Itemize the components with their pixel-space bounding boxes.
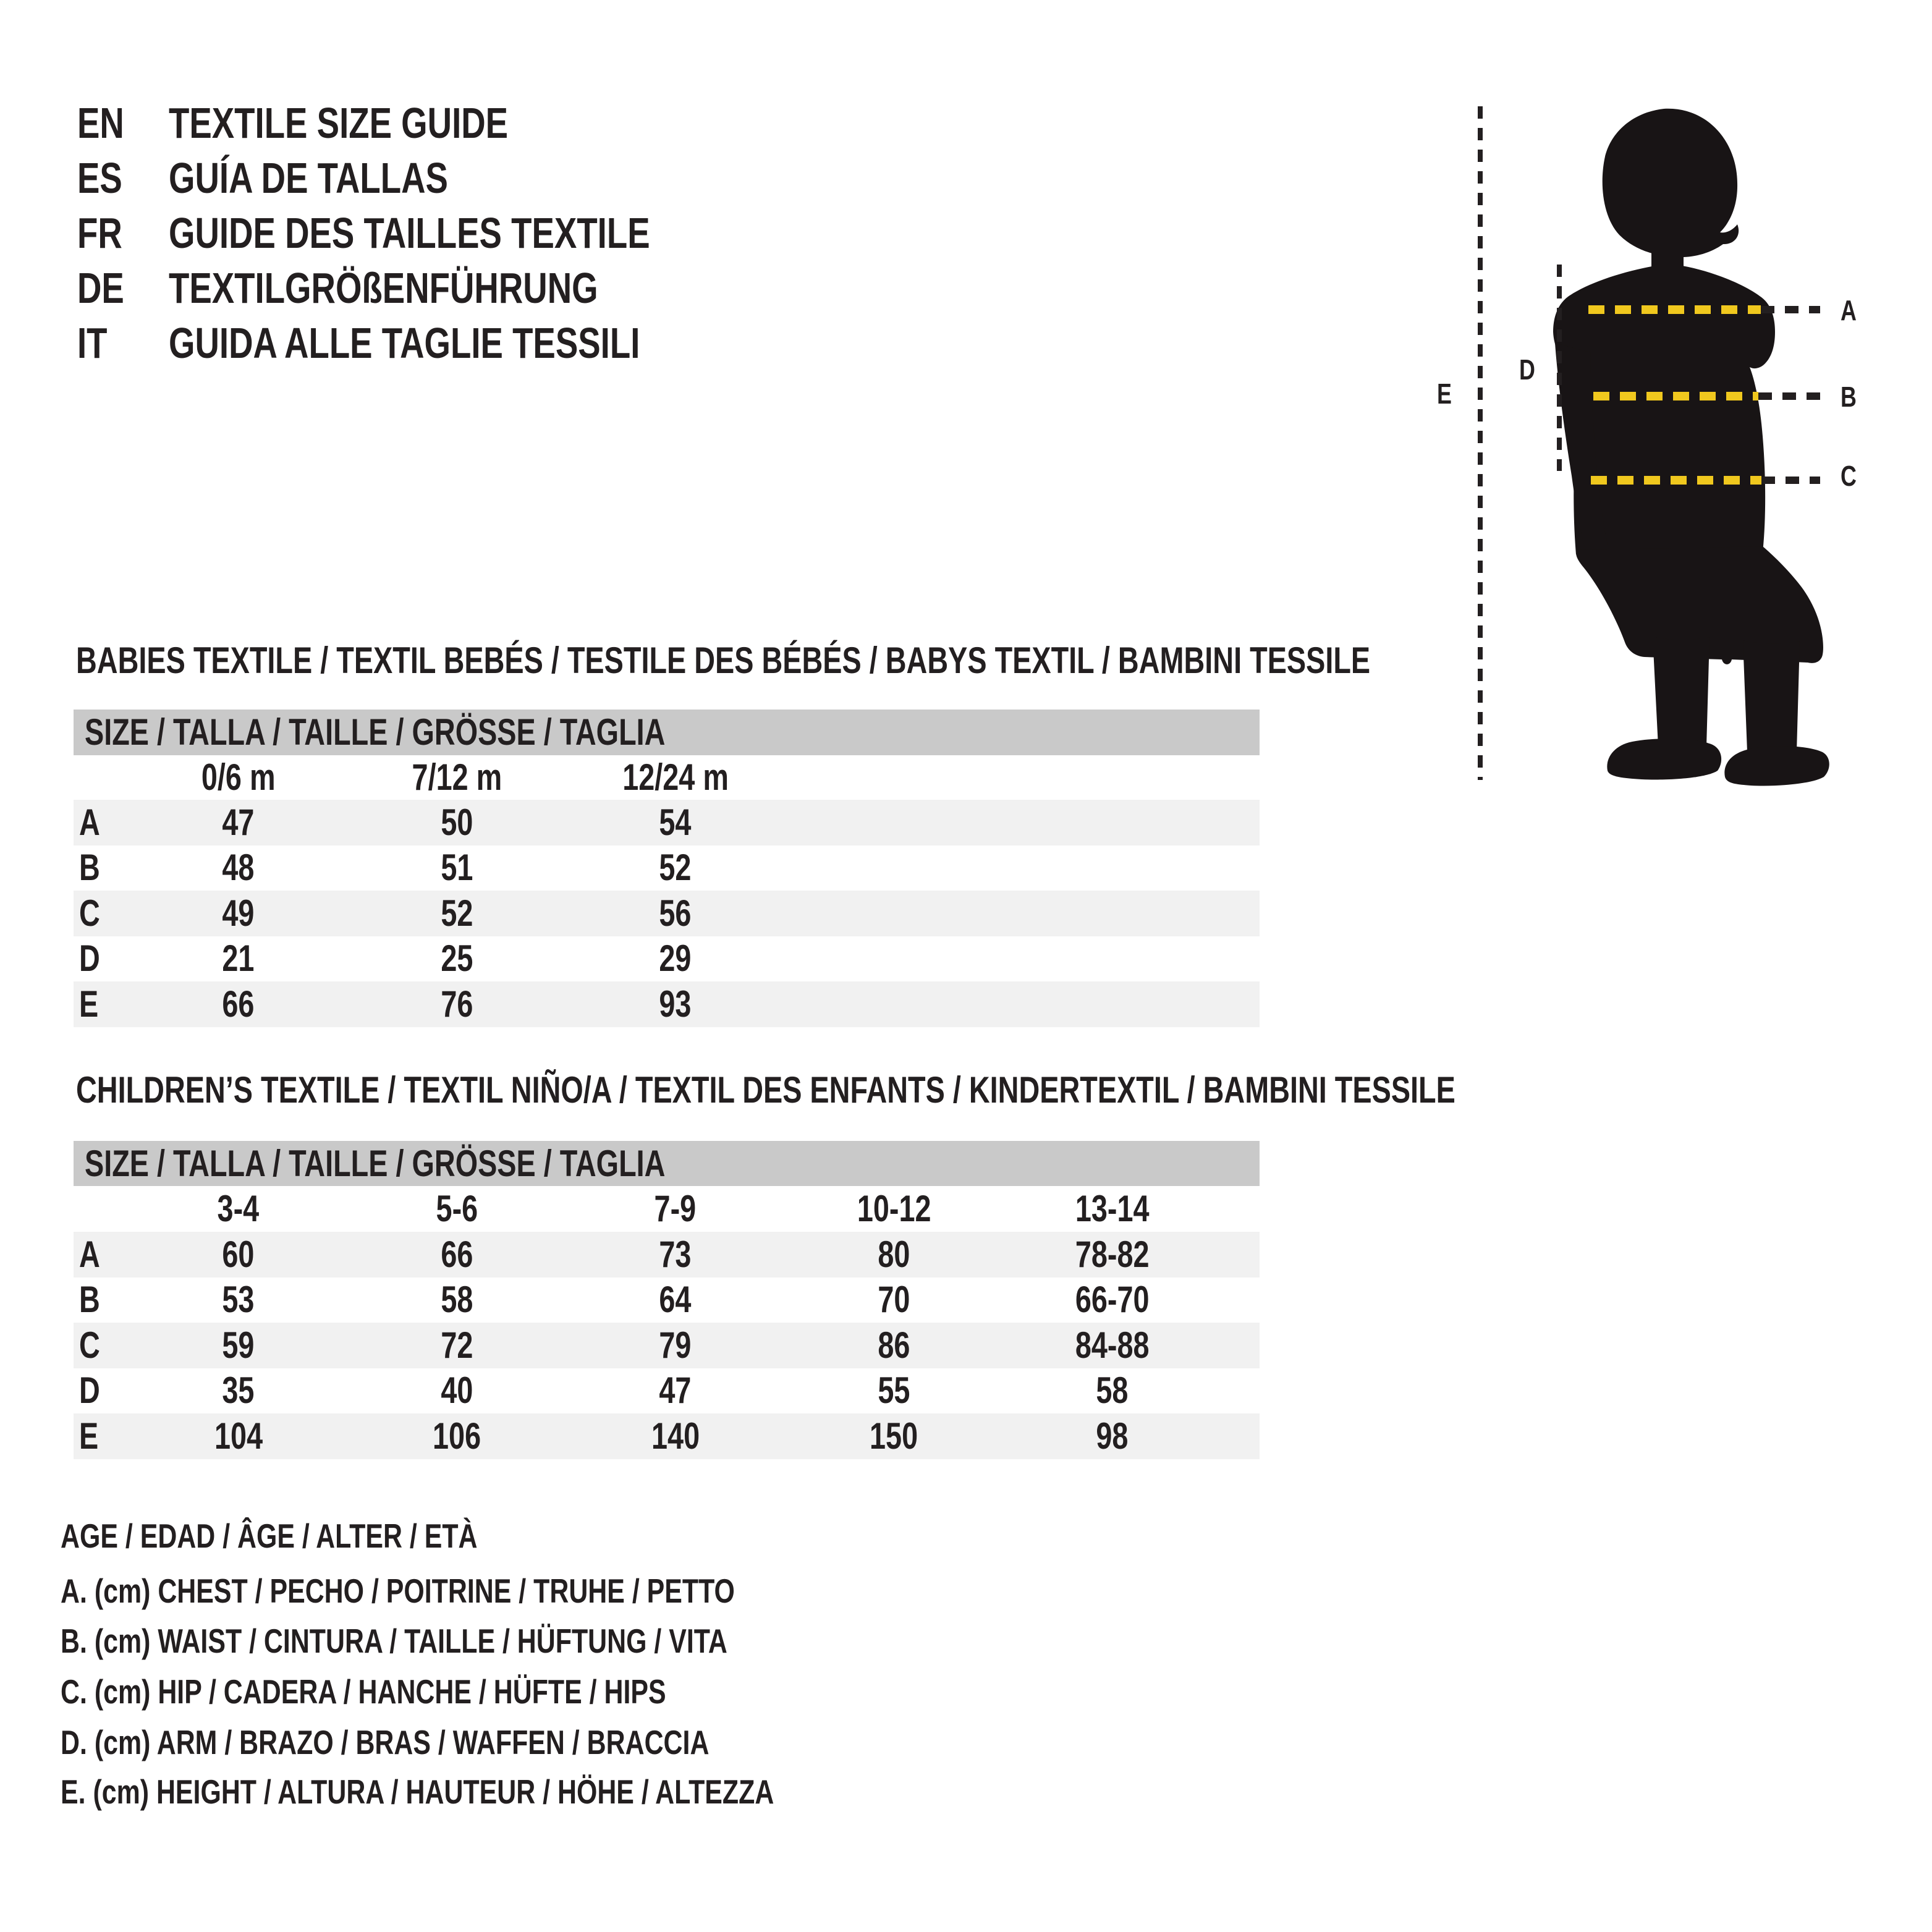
figure-label-e: E [1437,378,1452,410]
lang-code-de: DE [77,264,124,312]
page-title-fr: GUIDE DES TAILLES TEXTILE [169,209,650,257]
cell-value: 79 [659,1324,692,1366]
cell-value: 21 [222,938,255,980]
cell-value: 78-82 [1075,1233,1150,1275]
row-label: D [79,938,100,980]
row-label: B [79,847,100,889]
legend-waist-line: B. (cm) WAIST / CINTURA / TAILLE / HÜFTUNG / VITA [61,1622,727,1660]
babies-col-0: 0/6 m [201,756,276,798]
row-label: A [79,801,100,843]
cell-value: 47 [659,1370,692,1412]
cell-value: 50 [441,801,473,843]
figure-label-d: D [1519,354,1535,386]
cell-value: 51 [441,847,473,889]
cell-value: 73 [659,1233,692,1275]
cell-value: 66-70 [1075,1279,1150,1321]
cell-value: 47 [222,801,255,843]
babies-table-header-label: SIZE / TALLA / TAILLE / GRÖSSE / TAGLIA [85,711,666,753]
cell-value: 52 [659,847,692,889]
cell-value: 49 [222,892,255,934]
silhouette-shoe-left [1607,739,1721,779]
cell-value: 80 [878,1233,910,1275]
cell-value: 98 [1096,1415,1129,1457]
babies-col-1: 7/12 m [412,756,502,798]
cell-value: 66 [441,1233,473,1275]
cell-value: 40 [441,1370,473,1412]
cell-value: 104 [214,1415,263,1457]
page-title-en: TEXTILE SIZE GUIDE [169,99,509,147]
silhouette-head [1603,109,1739,257]
cell-value: 54 [659,801,692,843]
cell-value: 53 [222,1279,255,1321]
table-row [74,981,1260,1027]
cell-value: 52 [441,892,473,934]
cell-value: 70 [878,1279,910,1321]
legend-height-line: E. (cm) HEIGHT / ALTURA / HAUTEUR / HÖHE / ALTEZZA [61,1773,774,1811]
cell-value: 84-88 [1075,1324,1150,1366]
children-col-1: 5-6 [436,1188,478,1229]
figure-label-b: B [1841,381,1857,413]
table-row [74,891,1260,936]
children-section-title: CHILDREN’S TEXTILE / TEXTIL NIÑO/A / TEXTIL DES ENFANTS / KINDERTEXTIL / BAMBINI TESSILE [76,1069,1455,1111]
children-column-header-row [74,1186,1260,1232]
lang-code-it: IT [77,319,108,367]
cell-value: 59 [222,1324,255,1366]
silhouette-leg-right [1743,640,1800,752]
children-size-table [74,1141,1260,1459]
cell-value: 60 [222,1233,255,1275]
cell-value: 29 [659,938,692,980]
table-row [74,800,1260,845]
children-table-header-bar [74,1141,1260,1186]
silhouette-leg-left [1653,637,1710,747]
legend-hip-line: C. (cm) HIP / CADERA / HANCHE / HÜFTE / HIPS [61,1672,666,1711]
table-row [74,1413,1260,1459]
row-label: E [79,983,99,1025]
cell-value: 76 [441,983,473,1025]
table-row [74,1368,1260,1414]
cell-value: 150 [870,1415,918,1457]
figure-label-a: A [1841,294,1857,326]
cell-value: 58 [1096,1370,1129,1412]
cell-value: 106 [433,1415,481,1457]
children-table-header-label: SIZE / TALLA / TAILLE / GRÖSSE / TAGLIA [85,1142,666,1184]
babies-col-2: 12/24 m [622,756,729,798]
silhouette-shoe-right [1724,746,1829,786]
legend-chest-line: A. (cm) CHEST / PECHO / POITRINE / TRUHE / PETTO [61,1572,735,1610]
babies-table-header-bar [74,710,1260,755]
figure-label-c: C [1841,460,1857,492]
table-row [74,1232,1260,1277]
lang-code-fr: FR [77,209,122,257]
cell-value: 66 [222,983,255,1025]
cell-value: 93 [659,983,692,1025]
row-label: B [79,1279,100,1321]
measurement-figure [1409,87,1932,803]
cell-value: 35 [222,1370,255,1412]
cell-value: 140 [651,1415,700,1457]
legend-arm-line: D. (cm) ARM / BRAZO / BRAS / WAFFEN / BRACCIA [61,1723,710,1761]
page-title-es: GUÍA DE TALLAS [169,154,448,202]
row-label: D [79,1370,100,1412]
cell-value: 58 [441,1279,473,1321]
row-label: A [79,1233,100,1275]
children-col-0: 3-4 [217,1188,260,1229]
cell-value: 55 [878,1370,910,1412]
table-row [74,845,1260,891]
cell-value: 64 [659,1279,692,1321]
cell-value: 56 [659,892,692,934]
page-title-de: TEXTILGRÖßENFÜHRUNG [169,264,598,312]
babies-column-header-row [74,755,1260,800]
table-row [74,1277,1260,1323]
babies-section-title: BABIES TEXTILE / TEXTIL BEBÉS / TESTILE DES BÉBÉS / BABYS TEXTIL / BAMBINI TESSILE [76,640,1371,681]
cell-value: 48 [222,847,255,889]
lang-code-en: EN [77,99,124,147]
children-col-3: 10-12 [857,1188,931,1229]
cell-value: 25 [441,938,473,980]
page-title-it: GUIDA ALLE TAGLIE TESSILI [169,319,640,367]
child-silhouette-graphic [1409,87,1932,803]
row-label: E [79,1415,99,1457]
babies-size-table [74,710,1260,1027]
cell-value: 86 [878,1324,910,1366]
lang-code-es: ES [77,154,122,202]
legend-age-line: AGE / EDAD / ÂGE / ALTER / ETÀ [61,1517,478,1555]
table-row [74,1323,1260,1368]
table-row [74,936,1260,982]
children-col-4: 13-14 [1075,1188,1150,1229]
cell-value: 72 [441,1324,473,1366]
row-label: C [79,892,100,934]
row-label: C [79,1324,100,1366]
children-col-2: 7-9 [654,1188,697,1229]
